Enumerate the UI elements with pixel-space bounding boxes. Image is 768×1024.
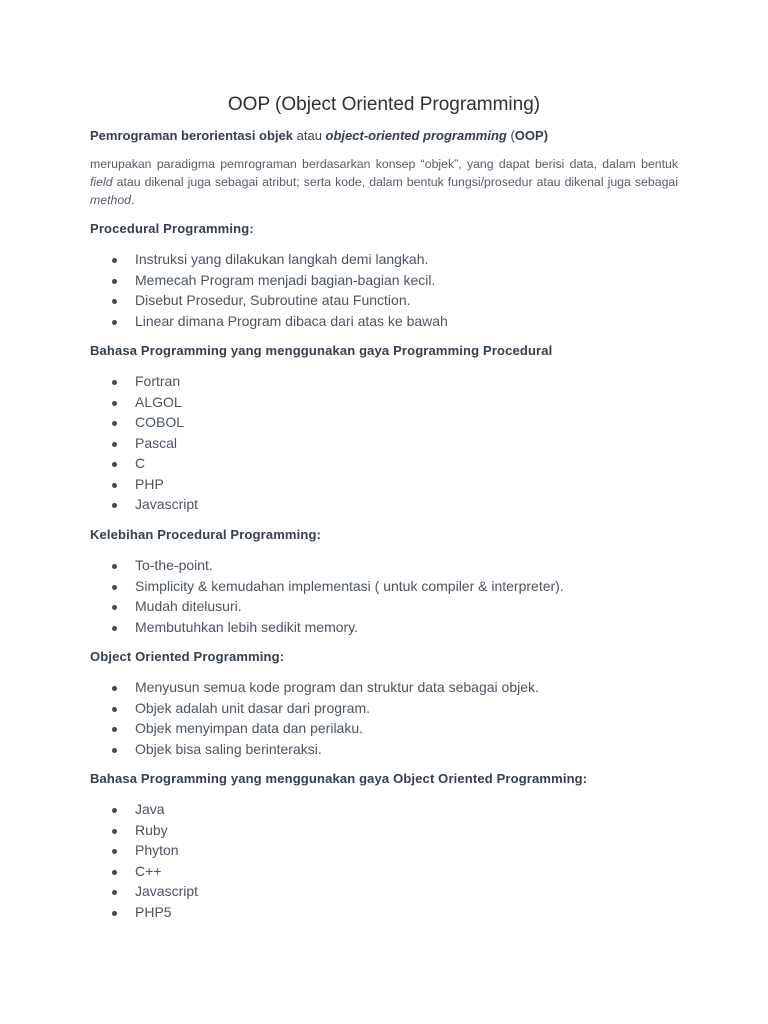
list-item: ALGOL [90, 392, 198, 413]
list-oop-languages [90, 799, 198, 922]
list-item: Linear dimana Program dibaca dari atas ke bawah [90, 311, 448, 332]
list-oop-traits [90, 677, 539, 759]
list-item: Ruby [90, 820, 198, 841]
desc-field-term: field [90, 175, 113, 189]
intro-connector: atau [293, 128, 326, 143]
list-item: PHP [90, 474, 198, 495]
list-item: COBOL [90, 412, 198, 433]
intro-paren-open: ( [506, 128, 515, 143]
section-heading-oop-languages: Bahasa Programming yang menggunakan gaya Object Oriented Programming: [90, 771, 588, 786]
section-heading-oop: Object Oriented Programming: [90, 649, 285, 664]
document-title: OOP (Object Oriented Programming) [227, 94, 541, 115]
intro-term: Pemrograman berorientasi objek [90, 128, 294, 143]
desc-part2: atau dikenal juga sebagai atribut; serta kode, dalam bentuk fungsi/prosedur atau dikenal juga sebagai [112, 175, 678, 189]
desc-method-term: method [90, 193, 132, 207]
intro-description [90, 155, 678, 209]
list-item: C [90, 453, 198, 474]
desc-part1: merupakan paradigma pemrograman berdasarkan konsep “objek”, yang dapat berisi data, dalam bentuk [90, 157, 678, 171]
list-item: Objek adalah unit dasar dari program. [90, 698, 539, 719]
desc-part3: . [131, 193, 135, 207]
list-item: PHP5 [90, 902, 198, 923]
section-heading-procedural: Procedural Programming: [90, 221, 254, 236]
list-procedural-traits [90, 249, 448, 331]
list-item: Disebut Prosedur, Subroutine atau Function. [90, 290, 448, 311]
intro-term-english: object-oriented programming [325, 128, 507, 143]
list-item: Objek menyimpan data dan perilaku. [90, 718, 539, 739]
list-procedural-advantages [90, 555, 564, 637]
list-procedural-languages [90, 371, 198, 515]
list-item: To-the-point. [90, 555, 564, 576]
section-heading-procedural-languages: Bahasa Programming yang menggunakan gaya Programming Procedural [90, 343, 553, 358]
list-item: Pascal [90, 433, 198, 454]
list-item: Javascript [90, 881, 198, 902]
intro-abbr: OOP [514, 128, 544, 143]
intro-definition [90, 127, 678, 145]
list-item: Objek bisa saling berinteraksi. [90, 739, 539, 760]
list-item: Fortran [90, 371, 198, 392]
list-item: Phyton [90, 840, 198, 861]
list-item: C++ [90, 861, 198, 882]
intro-paren-close: ) [543, 128, 549, 143]
section-heading-procedural-advantages: Kelebihan Procedural Programming: [90, 527, 322, 542]
list-item: Simplicity & kemudahan implementasi ( untuk compiler & interpreter). [90, 576, 564, 597]
list-item: Menyusun semua kode program dan struktur data sebagai objek. [90, 677, 539, 698]
list-item: Membutuhkan lebih sedikit memory. [90, 617, 564, 638]
list-item: Mudah ditelusuri. [90, 596, 564, 617]
list-item: Memecah Program menjadi bagian-bagian kecil. [90, 270, 448, 291]
list-item: Java [90, 799, 198, 820]
list-item: Javascript [90, 494, 198, 515]
list-item: Instruksi yang dilakukan langkah demi langkah. [90, 249, 448, 270]
